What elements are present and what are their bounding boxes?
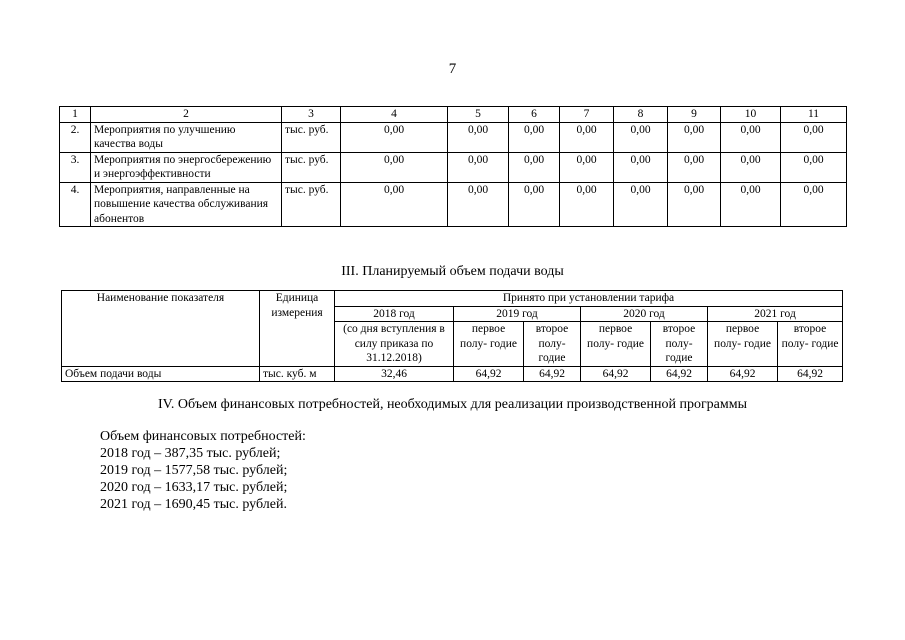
value-cell: 0,00 bbox=[668, 152, 721, 182]
col-unit-header: Единица измерения bbox=[260, 291, 335, 367]
second-half-header: второе полу- годие bbox=[778, 322, 843, 367]
value-cell: 0,00 bbox=[560, 122, 614, 152]
value-cell: 0,00 bbox=[509, 122, 560, 152]
value-cell: 0,00 bbox=[781, 122, 847, 152]
header-cell: 4 bbox=[341, 107, 448, 123]
value-cell: 0,00 bbox=[614, 122, 668, 152]
second-half-header: второе полу- годие bbox=[524, 322, 581, 367]
value-cell: 0,00 bbox=[721, 182, 781, 227]
header-cell: 9 bbox=[668, 107, 721, 123]
value-cell: 0,00 bbox=[341, 152, 448, 182]
header-cell: 3 bbox=[282, 107, 341, 123]
value-cell: 64,92 bbox=[581, 366, 651, 382]
col-name-header: Наименование показателя bbox=[62, 291, 260, 367]
table-row bbox=[60, 152, 847, 182]
activities-table bbox=[59, 106, 847, 227]
value-cell: 0,00 bbox=[448, 182, 509, 227]
finance-line: 2021 год – 1690,45 тыс. рублей. bbox=[100, 497, 287, 512]
section-3-title: III. Планируемый объем подачи воды bbox=[341, 264, 564, 279]
table-row bbox=[60, 122, 847, 152]
finance-line: 2020 год – 1633,17 тыс. рублей; bbox=[100, 480, 288, 495]
year-header: 2019 год bbox=[454, 306, 581, 322]
header-cell: 1 bbox=[60, 107, 91, 123]
second-half-header: второе полу- годие bbox=[651, 322, 708, 367]
value-cell: 0,00 bbox=[448, 122, 509, 152]
header-cell: 2 bbox=[91, 107, 282, 123]
row-number: 2. bbox=[60, 122, 91, 152]
table-row bbox=[62, 366, 843, 382]
row-number: 3. bbox=[60, 152, 91, 182]
row-unit: тыс. руб. bbox=[282, 182, 341, 227]
header-cell: 8 bbox=[614, 107, 668, 123]
first-half-header: первое полу- годие bbox=[454, 322, 524, 367]
value-cell: 0,00 bbox=[560, 182, 614, 227]
value-cell: 64,92 bbox=[454, 366, 524, 382]
row-name: Объем подачи воды bbox=[62, 366, 260, 382]
row-name: Мероприятия по энергосбережению и энергоэффективности bbox=[91, 152, 282, 182]
value-cell: 0,00 bbox=[721, 122, 781, 152]
row-unit: тыс. руб. bbox=[282, 152, 341, 182]
value-cell: 0,00 bbox=[721, 152, 781, 182]
note-2018: (со дня вступления в силу приказа по 31.12.2018) bbox=[335, 322, 454, 367]
value-cell: 0,00 bbox=[614, 182, 668, 227]
table-header-row bbox=[60, 107, 847, 123]
col-accepted-header: Принято при установлении тарифа bbox=[335, 291, 843, 307]
value-cell: 64,92 bbox=[708, 366, 778, 382]
finance-line: 2018 год – 387,35 тыс. рублей; bbox=[100, 446, 281, 461]
value-cell: 64,92 bbox=[778, 366, 843, 382]
section-4-title: IV. Объем финансовых потребностей, необходимых для реализации производственной программы bbox=[157, 397, 748, 412]
finance-line: 2019 год – 1577,58 тыс. рублей; bbox=[100, 463, 288, 478]
row-unit: тыс. руб. bbox=[282, 122, 341, 152]
row-unit: тыс. куб. м bbox=[260, 366, 335, 382]
value-cell: 0,00 bbox=[668, 122, 721, 152]
value-cell: 0,00 bbox=[781, 152, 847, 182]
value-cell: 0,00 bbox=[341, 182, 448, 227]
row-name: Мероприятия, направленные на повышение качества обслуживания абонентов bbox=[91, 182, 282, 227]
year-header: 2018 год bbox=[335, 306, 454, 322]
finance-heading: Объем финансовых потребностей: bbox=[100, 429, 306, 444]
value-cell: 0,00 bbox=[614, 152, 668, 182]
header-cell: 11 bbox=[781, 107, 847, 123]
page-number: 7 bbox=[448, 61, 457, 77]
year-header: 2020 год bbox=[581, 306, 708, 322]
value-cell: 0,00 bbox=[448, 152, 509, 182]
value-cell: 64,92 bbox=[524, 366, 581, 382]
row-name: Мероприятия по улучшению качества воды bbox=[91, 122, 282, 152]
value-cell: 32,46 bbox=[335, 366, 454, 382]
water-volume-table bbox=[61, 290, 843, 382]
value-cell: 0,00 bbox=[509, 152, 560, 182]
value-cell: 64,92 bbox=[651, 366, 708, 382]
finance-block bbox=[100, 428, 306, 513]
table-row bbox=[60, 182, 847, 227]
row-number: 4. bbox=[60, 182, 91, 227]
header-cell: 5 bbox=[448, 107, 509, 123]
value-cell: 0,00 bbox=[509, 182, 560, 227]
first-half-header: первое полу- годие bbox=[581, 322, 651, 367]
header-cell: 7 bbox=[560, 107, 614, 123]
first-half-header: первое полу- годие bbox=[708, 322, 778, 367]
value-cell: 0,00 bbox=[781, 182, 847, 227]
year-header: 2021 год bbox=[708, 306, 843, 322]
header-cell: 6 bbox=[509, 107, 560, 123]
value-cell: 0,00 bbox=[560, 152, 614, 182]
header-cell: 10 bbox=[721, 107, 781, 123]
value-cell: 0,00 bbox=[668, 182, 721, 227]
value-cell: 0,00 bbox=[341, 122, 448, 152]
